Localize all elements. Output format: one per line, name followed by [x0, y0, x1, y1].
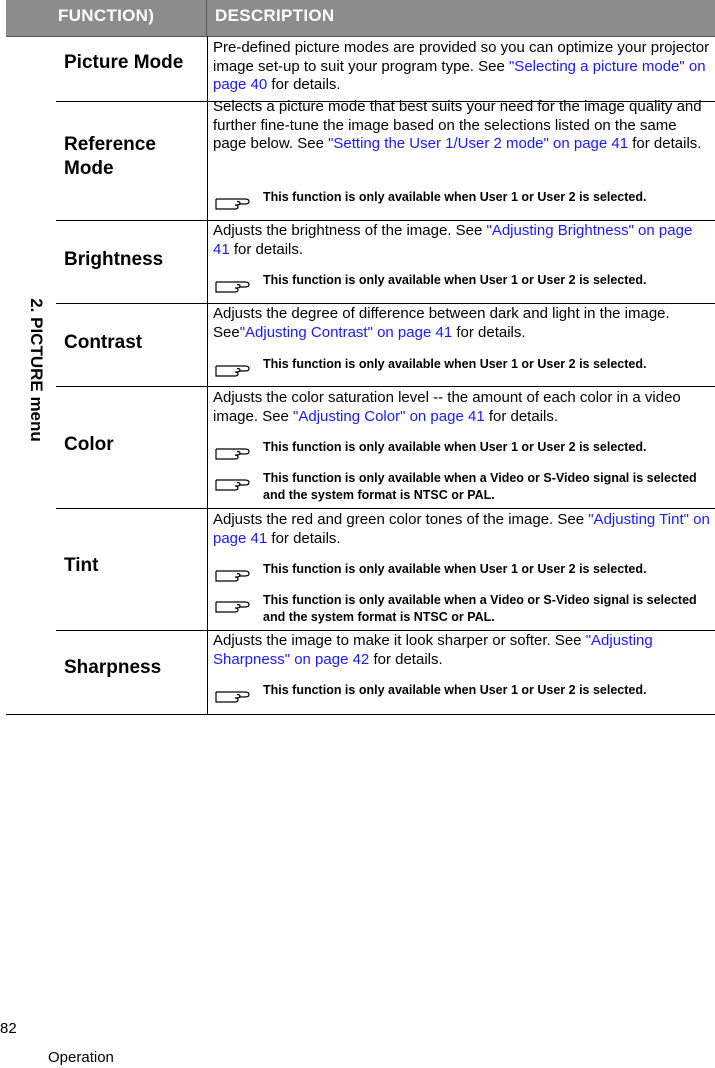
- function-name: Color: [64, 434, 114, 455]
- note-text: This function is only available when User 1 or User 2 is selected.: [263, 273, 647, 287]
- note-text: This function is only available when a Video or S-Video signal is selected and the system format is NTSC or PAL.: [263, 593, 697, 624]
- note-text: This function is only available when User 1 or User 2 is selected.: [263, 683, 647, 697]
- table-header: [6, 0, 715, 37]
- function-name: Sharpness: [64, 657, 162, 678]
- note-text: This function is only available when a Video or S-Video signal is selected and the system format is NTSC or PAL.: [263, 471, 697, 502]
- section-title: 2. PICTURE menu: [27, 298, 46, 442]
- note: [215, 561, 713, 595]
- table-row: [56, 631, 715, 714]
- page-section-label: Operation: [48, 1049, 114, 1066]
- page-link[interactable]: "Adjusting Color" on page 41: [293, 407, 485, 425]
- function-name: Reference Mode: [64, 134, 156, 179]
- function-name: Picture Mode: [64, 52, 184, 73]
- page-number: 82: [0, 1020, 17, 1037]
- table-row: [56, 36, 715, 102]
- table-row: [56, 387, 715, 509]
- function-name: Contrast: [64, 332, 143, 353]
- pointing-hand-icon: [215, 682, 251, 704]
- table-row: [56, 304, 715, 387]
- function-description: Pre-defined picture modes are provided so you can optimize your projector image set-up to suit your program type. See "Selecting a picture mode" on page 40 for details.: [213, 39, 710, 93]
- pointing-hand-icon: [215, 592, 251, 614]
- note-text: This function is only available when User 1 or User 2 is selected.: [263, 562, 647, 576]
- pointing-hand-icon: [215, 272, 251, 294]
- page-link[interactable]: "Adjusting Contrast" on page 41: [239, 323, 453, 341]
- pointing-hand-icon: [215, 189, 251, 211]
- pointing-hand-icon: [215, 356, 251, 378]
- note-text: This function is only available when User 1 or User 2 is selected.: [263, 190, 647, 204]
- page-link[interactable]: "Selecting a picture mode" on page 40: [213, 57, 706, 93]
- note-text: This function is only available when User 1 or User 2 is selected.: [263, 440, 647, 454]
- note: [215, 470, 713, 504]
- table-row: [56, 509, 715, 631]
- note: [215, 439, 713, 473]
- page-link[interactable]: "Adjusting Sharpness" on page 42: [213, 632, 653, 668]
- note: [215, 356, 713, 390]
- header-divider: [206, 0, 207, 36]
- function-description: Adjusts the image to make it look sharper or softer. See "Adjusting Sharpness" on page 42 for details.: [213, 632, 653, 668]
- note: [215, 272, 713, 306]
- function-description: Adjusts the degree of difference between dark and light in the image. See"Adjusting Contrast" on page 41 for details.: [213, 305, 670, 341]
- function-description: Adjusts the brightness of the image. See "Adjusting Brightness" on page 41 for details.: [213, 222, 693, 258]
- pointing-hand-icon: [215, 470, 251, 492]
- pointing-hand-icon: [215, 439, 251, 461]
- note: [215, 682, 713, 716]
- page-link[interactable]: "Adjusting Tint" on page 41: [213, 511, 710, 547]
- table-row: [56, 221, 715, 304]
- function-description: Adjusts the color saturation level -- the amount of each color in a video image. See "Adjusting Color" on page 41 for details.: [213, 389, 681, 425]
- page-link[interactable]: "Adjusting Brightness" on page 41: [213, 222, 693, 258]
- header-function: FUNCTION): [58, 6, 155, 25]
- header-description: DESCRIPTION: [215, 6, 335, 25]
- page-link[interactable]: "Setting the User 1/User 2 mode" on page 41: [328, 135, 629, 152]
- function-description: Selects a picture mode that best suits your need for the image quality and further fine-tune the image based on the selections listed on the same page below. See "Setting the User 1/User 2 mode" on page 41 for details.: [213, 98, 702, 152]
- note-text: This function is only available when User 1 or User 2 is selected.: [263, 357, 647, 371]
- pointing-hand-icon: [215, 561, 251, 583]
- function-name: Brightness: [64, 249, 164, 270]
- table-row: [56, 98, 715, 221]
- function-description: Adjusts the red and green color tones of the image. See "Adjusting Tint" on page 41 for details.: [213, 511, 710, 547]
- function-name: Tint: [64, 555, 99, 576]
- note: [215, 592, 713, 626]
- note: [215, 189, 713, 223]
